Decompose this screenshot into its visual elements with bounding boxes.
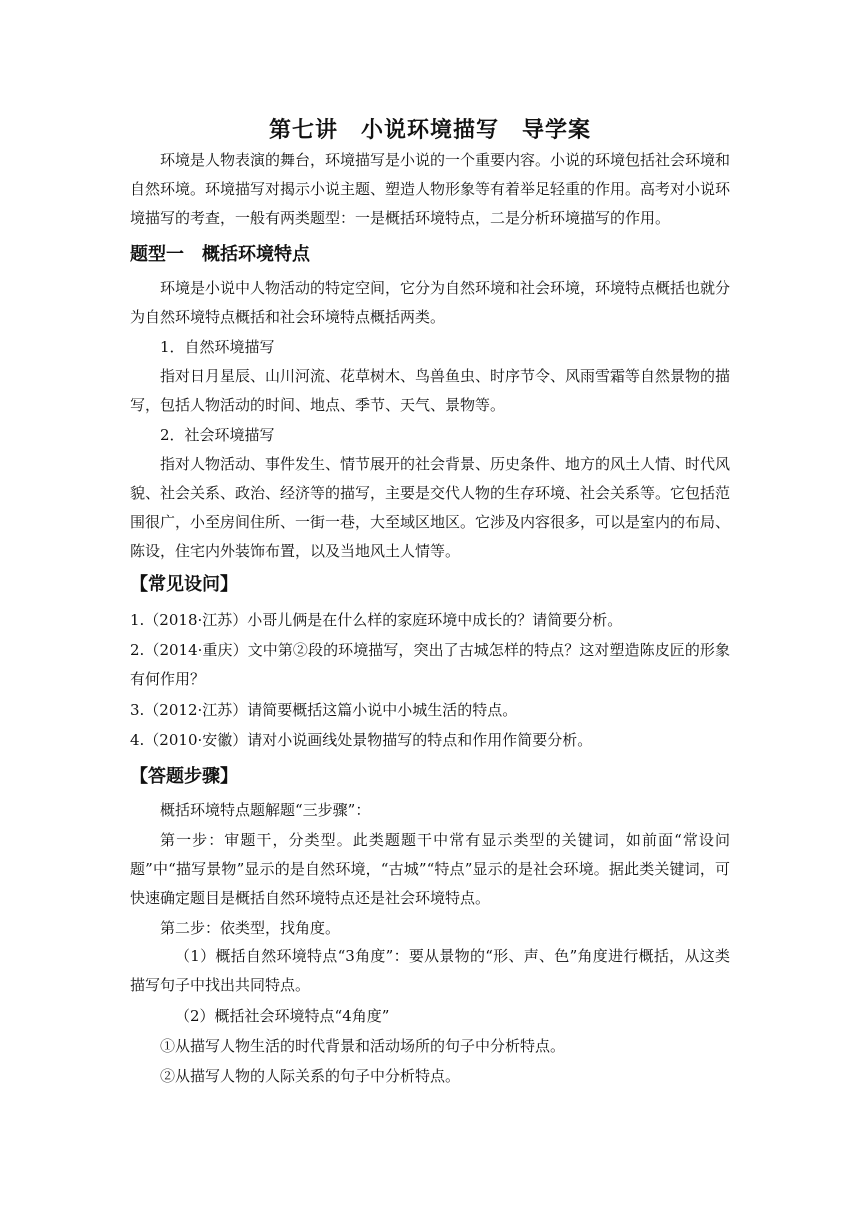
step-two-sub2: （2）概括社会环境特点“4角度” <box>175 1007 390 1025</box>
social-env-text: 指对人物活动、事件发生、情节展开的社会背景、历史条件、地方的风土人情、时代风貌、社会关系、政治、经济等的描写，主要是交代人物的生存环境、社会关系等。它包括范围很广，小至房间住所、一街一巷，大至域区地区。它涉及内容很多，可以是室内的布局、陈设，住宅内外装饰布置，以及当地风土人情等。 <box>130 455 731 560</box>
step-two-angle2: ②从描写人物的人际关系的句子中分析特点。 <box>160 1067 461 1085</box>
question-item: 1.（2018·江苏）小哥儿俩是在什么样的家庭环境中成长的？请简要分析。 <box>130 611 623 629</box>
page-title: 第七讲 小说环境描写 导学案 <box>268 118 591 143</box>
answer-steps-heading: 【答题步骤】 <box>130 766 238 787</box>
step-two-angle1: ①从描写人物生活的时代背景和活动场所的句子中分析特点。 <box>160 1037 566 1055</box>
step-two: 第二步：依类型，找角度。 <box>160 919 341 937</box>
natural-env-text: 指对日月星辰、山川河流、花草树木、鸟兽鱼虫、时序节令、风雨雪霜等自然景物的描写，包括人物活动的时间、地点、季节、天气、景物等。 <box>130 367 731 414</box>
question-item: 3.（2012·江苏）请简要概括这篇小说中小城生活的特点。 <box>130 701 518 719</box>
social-env-label: 2．社会环境描写 <box>160 426 275 444</box>
question-item: 4.（2010·安徽）请对小说画线处景物描写的特点和作用作简要分析。 <box>130 731 593 749</box>
steps-intro: 概括环境特点题解题“三步骤”： <box>160 801 371 819</box>
common-questions-heading: 【常见设问】 <box>130 574 238 595</box>
question-item: 2.（2014·重庆）文中第②段的环境描写，突出了古城怎样的特点？这对塑造陈皮匠的形象有何作用？ <box>130 641 730 688</box>
type1-paragraph: 环境是小说中人物活动的特定空间，它分为自然环境和社会环境，环境特点概括也就分为自然环境特点概括和社会环境特点概括两类。 <box>130 279 731 326</box>
natural-env-label: 1．自然环境描写 <box>160 338 275 356</box>
section-heading-type1: 题型一 概括环境特点 <box>130 244 310 265</box>
step-two-sub1: （1）概括自然环境特点“3角度”：要从景物的“形、声、色”角度进行概括，从这类描写句子中找出共同特点。 <box>130 947 730 994</box>
step-one: 第一步：审题干，分类型。此类题题干中常有显示类型的关键词，如前面“常设问题”中“描写景物”显示的是自然环境，“古城”“特点”显示的是社会环境。据此类关键词，可快速确定题目是概括自然环境特点还是社会环境特点。 <box>130 831 730 907</box>
intro-paragraph: 环境是人物表演的舞台，环境描写是小说的一个重要内容。小说的环境包括社会环境和自然环境。环境描写对揭示小说主题、塑造人物形象等有着举足轻重的作用。高考对小说环境描写的考查，一般有两类题型：一是概括环境特点，二是分析环境描写的作用。 <box>130 151 731 227</box>
